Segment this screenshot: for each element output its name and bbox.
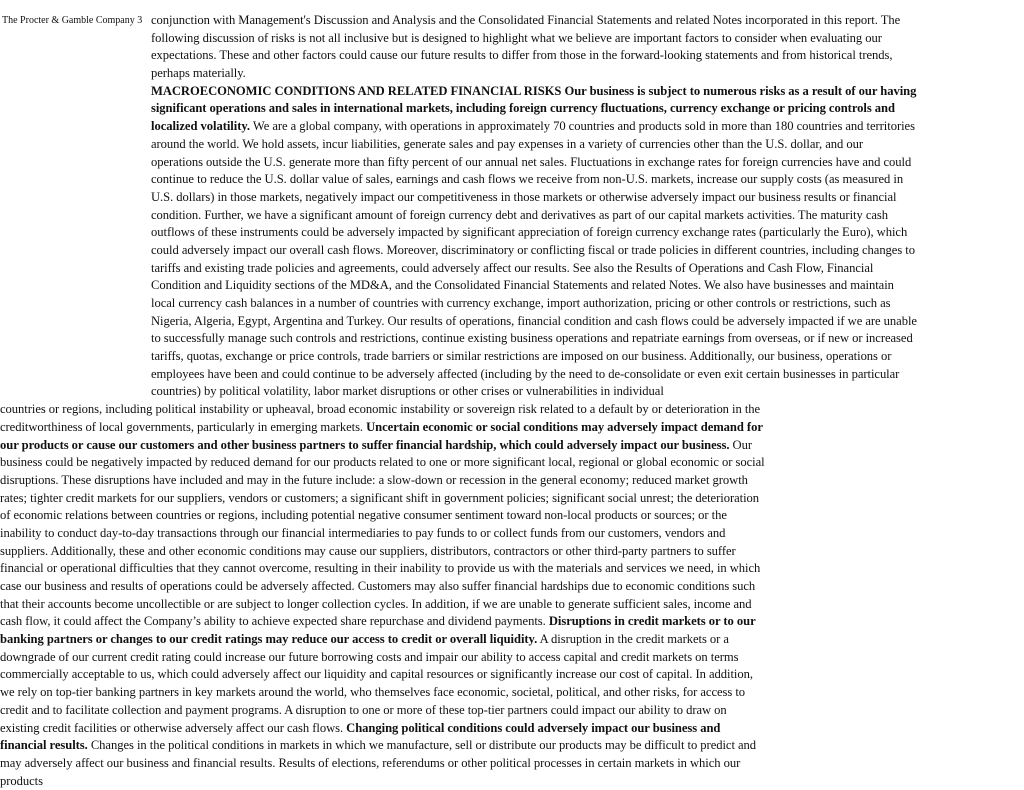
bold-text-run: financial results. [0,738,88,753]
text-run: downgrade of our current credit rating could increase our future borrowing costs and impair our ability to access capital and credit markets on terms [0,649,739,664]
bold-text-run: Uncertain economic or social conditions may adversely impact demand for [366,419,763,434]
text-line [0,47,1024,65]
text-run: Condition and Liquidity sections of the MD&A, and the Consolidated Financial Statements and related Notes. We also have businesses and maintain [151,278,894,293]
text-run: suppliers. Additionally, these and other economic conditions may cause our suppliers, distributors, contractors or other third-party partners to suffer [0,543,736,558]
text-run: condition. Further, we have a significant amount of foreign currency debt and derivatives as part of our capital markets activities. The maturity cash [151,207,888,222]
text-run: commercially acceptable to us, which could adversely affect our liquidity and capital resources or significantly increase our cost of capital. In addition, [0,667,753,682]
bold-text-run: significant operations and sales in international markets, including foreign currency fluctuations, currency exchange or pricing controls and [151,101,895,116]
text-line [0,189,1024,207]
page-header: The Procter & Gamble Company 3 [2,15,143,26]
text-run: rates; tighter credit markets for our suppliers, vendors or customers; a significant shift in government policies; significant social unrest; the deterioration [0,490,760,505]
text-run: conjunction with Management's Discussion and Analysis and the Consolidated Financial Statements and related Notes incorporated in this report. The [151,13,901,27]
text-run: operations outside the U.S. generate more than fifty percent of our annual net sales. Fluctuations in exchange rates for foreign currencies have and could [151,154,912,169]
text-line [0,295,1024,313]
text-line [0,277,1024,295]
text-run: outflows of these instruments could be adversely impacted by significant appreciation of foreign currency exchange rates (particularly the Euro), which [151,225,908,240]
text-run: tariffs and existing trade policies and agreements, could adversely affect our results. See also the Results of Operations and Cash Flow, Financial [151,260,874,275]
text-line [0,136,1024,154]
text-line [0,613,1024,631]
text-run: may adversely affect our business and financial results. Results of elections, referendums or other political processes in certain markets in which our [0,755,741,770]
bold-text-run: our products or cause our customers and other business partners to suffer financial hardship, which could adversely impact our business. [0,437,730,452]
text-run: following discussion of risks is not all inclusive but is designed to highlight what we believe are important factors to consider when evaluating our [151,30,882,45]
text-run: U.S. dollars) in those markets, negatively impact our competitiveness in those markets or otherwise adversely impact our business results or financial [151,189,897,204]
text-line [0,154,1024,172]
text-line [0,366,1024,384]
text-line [0,224,1024,242]
text-run: creditworthiness of local governments, particularly in emerging markets. [0,419,367,434]
text-run: to successfully manage such controls and restrictions, continue existing business operations and repatriate earnings from overseas, or if new or increased [151,331,913,346]
text-line [0,560,1024,578]
text-run: We are a global company, with operations in approximately 70 countries and products sold in more than 180 countries and territories [250,119,915,134]
text-line [0,684,1024,702]
text-line [0,454,1024,472]
text-run: continue to reduce the U.S. dollar value of sales, earnings and cash flows we receive from non-U.S. markets, increase our supply costs (as measured in [151,172,904,187]
text-line [0,30,1024,48]
text-line [0,773,1024,790]
bold-text-run: Changing political conditions could adversely impact our business and [346,720,721,735]
text-run: credit and to facilitate collection and payment programs. A disruption to one or more of these top-tier partners could impact our ability to draw on [0,702,727,717]
text-line [0,65,1024,83]
text-line [0,330,1024,348]
text-run: tariffs, quotas, exchange or price controls, trade barriers or similar restrictions are imposed on our business. Additionally, our business, operations or [151,349,892,364]
text-run: could adversely impact our overall cash flows. Moreover, discriminatory or conflicting fiscal or trade policies in different countries, including changes to [151,242,915,257]
text-line [0,507,1024,525]
text-line [0,472,1024,490]
text-run: expectations. These and other factors could cause our future results to differ from those in the forward-looking statements and from historical trends, [151,48,893,63]
text-run: perhaps materially. [151,66,246,81]
text-line [0,631,1024,649]
text-run: Changes in the political conditions in markets in which we manufacture, sell or distribute our products may be difficult to predict and [87,738,757,753]
text-line [0,242,1024,260]
text-run: around the world. We hold assets, incur liabilities, generate sales and pay expenses in a variety of currencies other than the U.S. dollar, and our [151,136,864,151]
text-line [0,207,1024,225]
text-line [0,171,1024,189]
text-line [0,313,1024,331]
text-run: financial or operational difficulties that they cannot overcome, resulting in their inability to provide us with the materials and services we need, in which [0,561,761,576]
text-line [0,702,1024,720]
bold-text-run: localized volatility. [151,119,250,134]
text-line [0,118,1024,136]
bold-text-run: Disruptions in credit markets or to our [548,614,756,629]
text-line [0,12,1024,30]
text-line [0,666,1024,684]
text-line [0,525,1024,543]
text-run: inability to conduct day-to-day transactions through our financial intermediaries to pay funds to or collect funds from our customers, vendors and [0,525,726,540]
text-line [0,348,1024,366]
text-run: disruptions. These disruptions have included and may in the future include: a slow-down or recession in the general economy; reduced market growth [0,472,748,487]
text-run: products [0,773,43,788]
text-run: existing credit facilities or otherwise adversely affect our cash flows. [0,720,347,735]
text-line [0,260,1024,278]
text-run: employees have been and could continue to be adversely affected (including by the need to de-consolidate or even exit certain businesses in particular [151,366,900,381]
text-line [0,737,1024,755]
text-line [0,419,1024,437]
text-run: countries) by political volatility, labor market disruptions or other crises or vulnerabilities in individual [151,384,664,399]
text-line [0,383,1024,401]
text-run: Our [729,437,752,452]
text-line [0,437,1024,455]
text-run: cash flow, it could affect the Company’s ability to achieve expected share repurchase and dividend payments. [0,614,549,629]
text-run: case our business and results of operations could be adversely affected. Customers may also suffer financial hardships due to economic conditions such [0,579,756,593]
text-run: countries or regions, including political instability or upheaval, broad economic instability or sovereign risk related to a default by or deterioration in the [0,402,761,417]
text-run: that their accounts become uncollectible or are subject to longer collection cycles. In addition, if we are unable to generate sufficient sales, income and [0,596,752,611]
bold-text-run: MACROECONOMIC CONDITIONS AND RELATED FINANCIAL RISKS Our business is subject to numerous risks as a result of our having [151,83,917,98]
text-run: we rely on top-tier banking partners in key markets around the world, who themselves face economic, societal, political, and other risks, for access to [0,685,746,700]
text-line [0,100,1024,118]
bold-text-run: banking partners or changes to our credit ratings may reduce our access to credit or overall liquidity. [0,632,538,647]
text-line [0,578,1024,596]
text-run: local currency cash balances in a number of countries with currency exchange, import authorization, pricing or other controls or restrictions, such as [151,296,891,310]
text-line [0,490,1024,508]
text-run: business could be negatively impacted by reduced demand for our products related to one or more significant local, regional or global economic or social [0,455,765,470]
text-line [0,720,1024,738]
text-line [0,596,1024,614]
text-line [0,401,1024,419]
document-body [0,12,1024,790]
text-run: Nigeria, Algeria, Egypt, Argentina and Turkey. Our results of operations, financial condition and cash flows could be adversely impacted if we are unable [151,313,917,328]
text-line [0,543,1024,561]
text-run: of economic relations between countries or regions, including potential negative consumer sentiment toward non-local products or sources; or the [0,508,727,523]
text-line [0,83,1024,101]
text-line [0,755,1024,773]
text-line [0,649,1024,667]
text-run: A disruption in the credit markets or a [537,632,729,647]
